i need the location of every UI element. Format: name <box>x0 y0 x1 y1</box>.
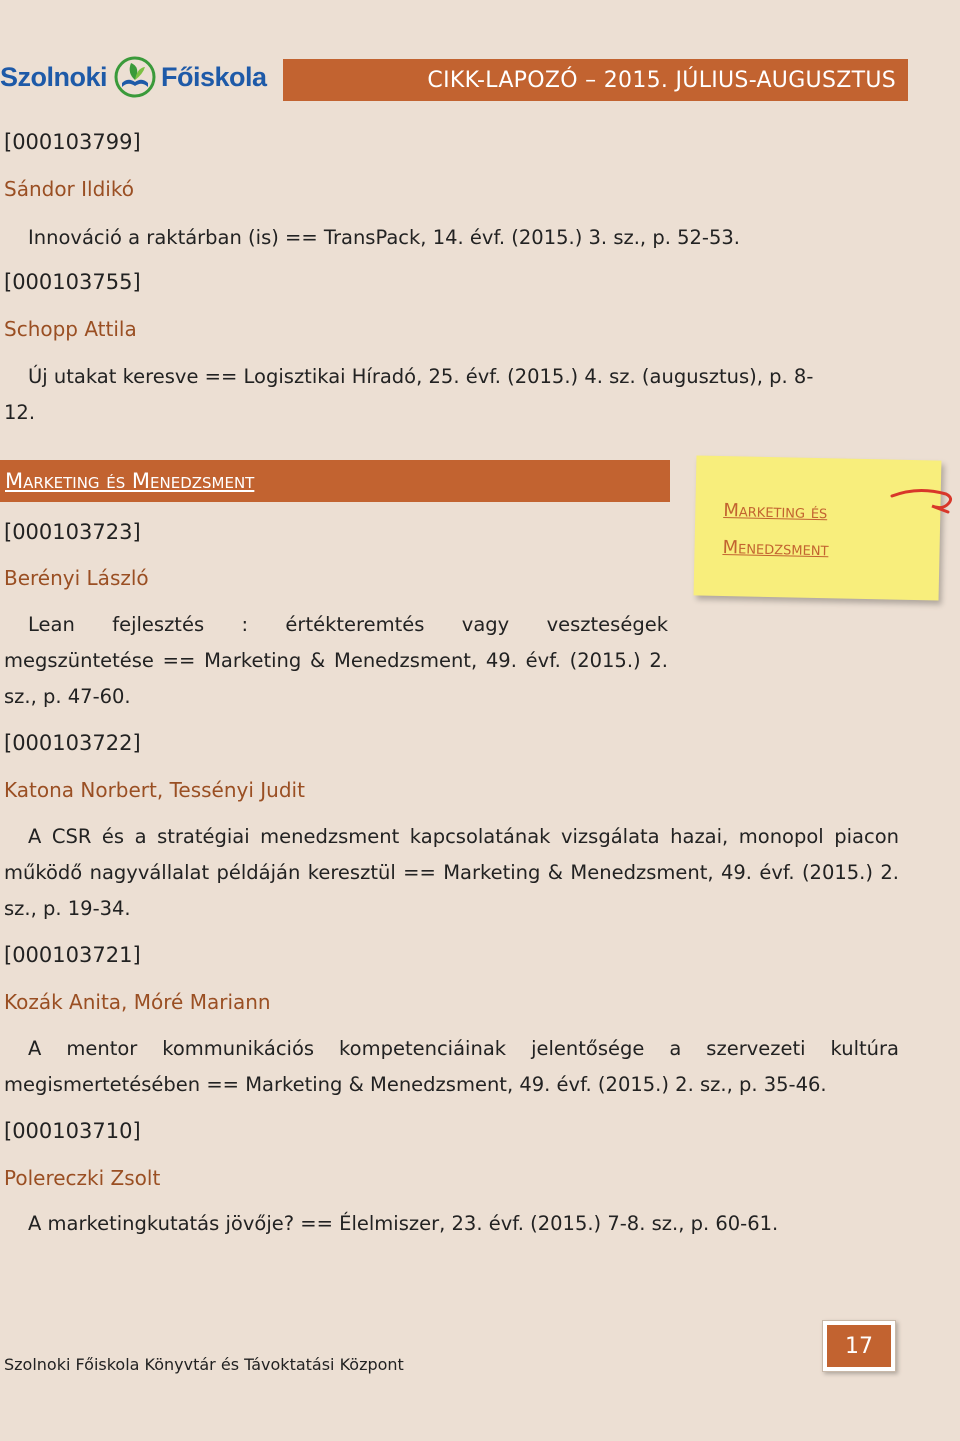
entry-id: [000103722] <box>4 731 141 755</box>
entry-citation: Új utakat keresve == Logisztikai Híradó, 25. évf. (2015.) 4. sz. (augusztus), p. 8- <box>28 365 814 388</box>
entry-author: Sándor Ildikó <box>4 177 134 201</box>
header-title: CIKK-LAPOZÓ – 2015. JÚLIUS-AUGUSZTUS <box>427 67 896 93</box>
footer-text: Szolnoki Főiskola Könyvtár és Távoktatási Központ <box>4 1355 404 1374</box>
section-heading <box>0 460 670 502</box>
entry-citation-continuation: 12. <box>4 401 36 424</box>
entry-id: [000103755] <box>4 270 141 294</box>
sticky-note-line: Menedzsment <box>722 537 829 561</box>
entry-id: [000103710] <box>4 1119 141 1143</box>
book-leaf-logo-icon <box>113 55 157 99</box>
paperclip-icon <box>888 488 954 518</box>
entry-id: [000103721] <box>4 943 141 967</box>
entry-id: [000103799] <box>4 130 141 154</box>
logo-text-part2: Főiskola <box>161 61 267 92</box>
entry-author: Kozák Anita, Móré Mariann <box>4 990 271 1014</box>
college-logo <box>0 52 267 102</box>
header-band <box>283 59 908 101</box>
entry-author: Berényi László <box>4 566 149 590</box>
entry-citation: A mentor kommunikációs kompetenciáinak jelentősége a szervezeti kultúra megismertetésében == Marketing & Menedzsment, 49. évf. (2015.) 2. sz., p. 35-46. <box>4 1037 899 1096</box>
sticky-note-text <box>722 492 829 568</box>
entry-citation: A CSR és a stratégiai menedzsment kapcsolatának vizsgálata hazai, monopol piacon működő nagyvállalat példáján keresztül == Marketing & Menedzsment, 49. évf. (2015.) 2. sz., p. 19-34. <box>4 825 899 920</box>
sticky-note-line: Marketing és <box>723 500 828 524</box>
page-number-box <box>822 1320 896 1372</box>
section-title: Marketing és Menedzsment <box>5 469 255 493</box>
logo-text-part1: Szolnoki <box>0 61 108 92</box>
entry-author: Schopp Attila <box>4 317 137 341</box>
entry-citation: Innováció a raktárban (is) == TransPack, 14. évf. (2015.) 3. sz., p. 52-53. <box>28 226 740 249</box>
entry-author: Katona Norbert, Tessényi Judit <box>4 778 305 802</box>
sticky-note <box>694 455 942 600</box>
entry-author: Polereczki Zsolt <box>4 1166 161 1190</box>
entry-citation: Lean fejlesztés : értékteremtés vagy veszteségek megszüntetése == Marketing & Menedzsment, 49. évf. (2015.) 2. sz., p. 47-60. <box>4 613 668 708</box>
entry-id: [000103723] <box>4 520 141 544</box>
page-number: 17 <box>827 1325 891 1367</box>
entry-citation: A marketingkutatás jövője? == Élelmiszer, 23. évf. (2015.) 7-8. sz., p. 60-61. <box>28 1212 779 1235</box>
